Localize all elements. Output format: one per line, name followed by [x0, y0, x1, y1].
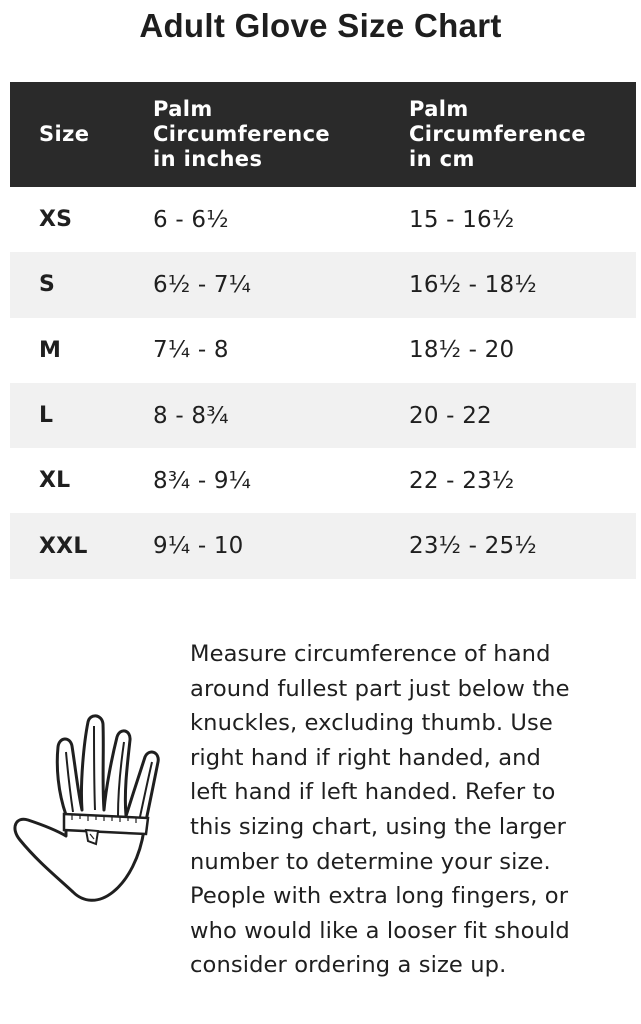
- table-header: [10, 82, 636, 187]
- cell-inches: 6½ - 7¼: [153, 271, 252, 298]
- cell-size: L: [39, 403, 54, 429]
- page-title: Adult Glove Size Chart: [139, 7, 502, 44]
- cell-size: XXL: [39, 533, 88, 559]
- cell-cm: 20 - 22: [409, 402, 492, 429]
- table-row: [10, 187, 636, 252]
- cell-cm: 23½ - 25½: [409, 533, 537, 560]
- cell-inches: 6 - 6½: [153, 206, 229, 233]
- cell-size: S: [39, 272, 56, 298]
- cell-cm: 18½ - 20: [409, 337, 515, 364]
- cell-inches: 8¾ - 9¼: [153, 467, 252, 494]
- measurement-instructions: Measure circumference of hand around fullest part just below the knuckles, excluding thumb. Use right hand if right handed, and left hand if left handed. Refer to this sizing chart, using the larger number to determine your size. People with extra long fingers, or who would like a looser fit should consider ordering a size up.: [190, 641, 570, 979]
- cell-inches: 7¼ - 8: [153, 337, 229, 364]
- table-row: [10, 513, 636, 578]
- cell-cm: 22 - 23½: [409, 467, 515, 494]
- header-cm: Palm Circumference in cm: [409, 97, 587, 171]
- header-inches: Palm Circumference in inches: [153, 97, 331, 171]
- size-chart-table: [10, 82, 636, 579]
- table-row: [10, 383, 636, 448]
- cell-inches: 8 - 8¾: [153, 402, 229, 429]
- cell-size: XL: [39, 468, 71, 494]
- table-row: [10, 318, 636, 383]
- cell-size: M: [39, 337, 62, 363]
- cell-size: XS: [39, 207, 73, 233]
- cell-inches: 9¼ - 10: [153, 533, 244, 560]
- header-size: Size: [39, 122, 90, 146]
- cell-cm: 15 - 16½: [409, 206, 515, 233]
- table-row: [10, 448, 636, 513]
- hand-with-measuring-tape-icon: [8, 712, 166, 904]
- table-row: [10, 252, 636, 317]
- cell-cm: 16½ - 18½: [409, 271, 537, 298]
